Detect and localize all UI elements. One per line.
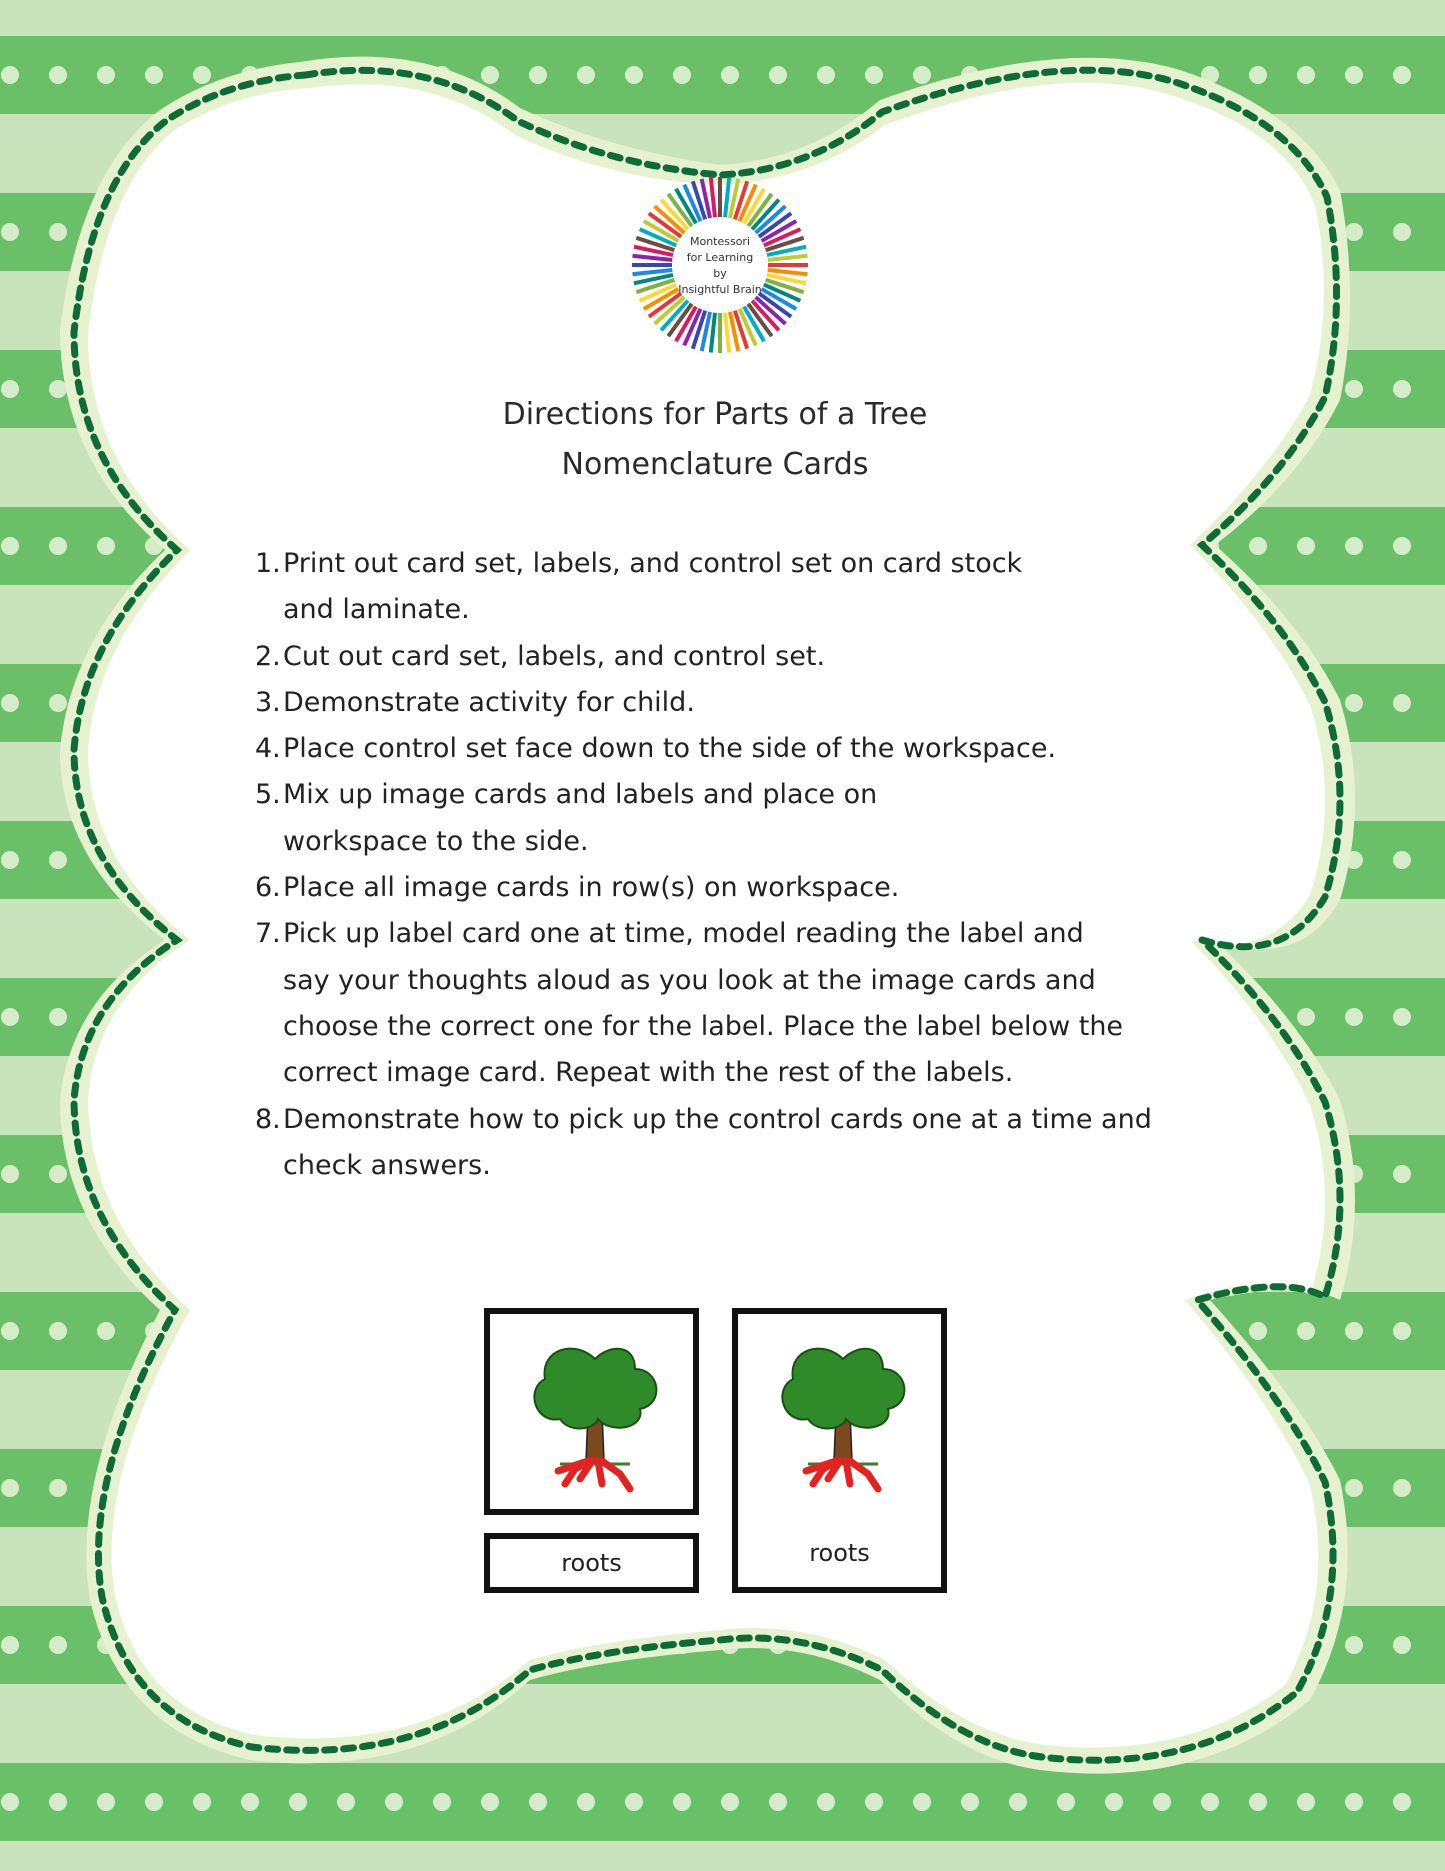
logo-text [675,230,765,302]
list-item [255,1097,1195,1190]
list-item [255,541,1195,634]
step-line: Print out card set, labels, and control set on card stock [283,548,1023,579]
title-line-2: Nomenclature Cards [561,447,869,482]
step-text [283,726,1195,772]
control-card [732,1308,947,1593]
list-item [255,911,1195,1096]
step-number: 2. [255,640,281,672]
list-item [255,680,1195,726]
step-line: Demonstrate how to pick up the control cards one at a time and [283,1103,1152,1135]
label-card [484,1533,699,1593]
title-line-1: Directions for Parts of a Tree [502,397,928,432]
step-number: 6. [255,872,281,904]
step-text [283,1097,1195,1190]
list-item [255,726,1195,772]
step-text [283,680,1195,726]
step-line: say your thoughts aloud as you look at the image cards and [283,964,1096,996]
step-text [283,911,1195,1096]
tree-roots-illustration [768,1329,918,1499]
step-number: 1. [255,548,281,579]
step-line: choose the correct one for the label. Place the label below the [283,1010,1124,1042]
directions-list [255,541,1195,1189]
logo-line: Montessori [689,235,751,248]
tree-icon [782,1349,904,1489]
pencil-icon [725,177,729,217]
step-text [283,865,1195,911]
logo-line: by [713,267,727,280]
step-number: 7. [255,918,281,950]
logo-line: Insightful Brain [678,283,762,296]
step-line: Mix up image cards and labels and place on [283,779,878,811]
pencil-icon [725,313,729,353]
pencil-icon [768,270,808,274]
pencil-icon [711,177,715,217]
label-card-text: roots [561,1549,622,1577]
logo [630,175,810,355]
tree-roots-illustration [520,1329,670,1499]
page-title [370,390,1060,490]
step-number: 5. [255,779,281,811]
step-line: and laminate. [283,594,470,626]
list-item [255,772,1195,865]
step-line: Cut out card set, labels, and control set. [283,640,826,672]
step-text [283,634,1195,680]
step-text [283,541,1195,634]
step-number: 4. [255,733,281,765]
step-number: 8. [255,1103,281,1135]
step-line: Place all image cards in row(s) on workspace. [283,872,900,904]
step-line: workspace to the side. [283,825,589,857]
list-item [255,865,1195,911]
logo-line: for Learning [686,251,754,264]
step-text [283,772,1195,865]
step-line: Pick up label card one at time, model reading the label and [283,918,1084,950]
control-card-label: roots [809,1539,870,1567]
step-number: 3. [255,686,281,718]
list-item [255,634,1195,680]
pencil-icon [711,313,715,353]
step-line: correct image card. Repeat with the rest of the labels. [283,1057,1014,1089]
tree-icon [534,1349,656,1489]
pencil-icon [632,256,672,260]
step-line: Demonstrate activity for child. [283,686,695,718]
pencil-icon [632,270,672,274]
step-line: Place control set face down to the side of the workspace. [283,733,1057,765]
step-line: check answers. [283,1149,491,1181]
image-card [484,1308,699,1515]
pencil-icon [768,256,808,260]
